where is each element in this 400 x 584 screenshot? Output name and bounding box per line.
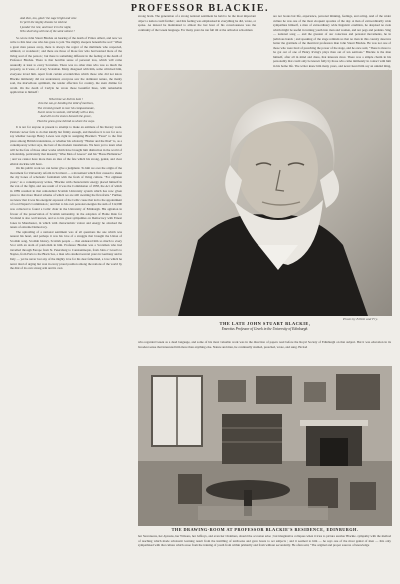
paragraph: The upholding of a national sentiment was of all questions the one which was nearest his heart, and perhaps it was his love of a struggle that brought the Union of Scottish song, Scottish history, Scottish people — that endeared him so much to every Scot with an atom of patriotism in him. Professor Blackie was a Scotsman who had travelled through Europe from St. Petersburg to Constantinople, from John o' Groat's to Naples, from Paris to the Black Sea, a man who studied several years in Germany and in Italy — yet he never lost any of the mighty love for his dear fatherland, a love which he never tired of urging but won in every proud position among the nations of the world by the dint of its own strong arm and its own <box>10 229 122 271</box>
drawing-room-engraving <box>138 366 392 526</box>
verse-line: The crested growth to rear his compassionate, <box>37 105 95 110</box>
verse-line: What time we bid his hale ! <box>49 96 83 101</box>
verse-line: In' peril the mighty dreams he told me <box>20 20 68 25</box>
column-middle-continuation: who regarded Greek as a dead language, and some of his most valuable work was in the direction of papers read before the Royal Society of Edinburgh on that subject. But it was education in its broadest sense that interested him more than anything else. Nature and man, he continually studied, preached, wrote, and sung. He had <box>138 340 391 349</box>
paragraph: It is not for anyone at present to attempt to make an estimate of his literary work. Patriotic never fails to do that kindly but firmly enough, and therefore it is not for us to say whether George Henry Lewes was right in assigning Blackie's "Faust" to the first place among British translations, or whether his scholarly "Homer and the Iliad" is, as a contemporary writer says, the best of the modern translations. We have yet to learn what will be the fate of those other works which have brought him distinction in the world of scholarship, particularly that masterly "Wise Men of Greece" and his "Horae Hellenicae" ; and we cannot have more than an idea of the fate which his strong, genial, and clear ethical doctrine will have. <box>10 125 122 166</box>
paragraph: On his public work we can better give a judgment. To him we owe the origin of the movement for University reform in Scotland — a movement which first caused to shake the dry bones of scholastic formalism with the fresh of living culture. "For eighteen years," as a contemporary writes, "Blackie with characteristic energy placed himself in the van of the fight, and one result of it was the Commission of 1858, the Act of which in 1889 resulted in that remodelled Scottish University system which has now given place to that more liberal scheme of which we are still awaiting the first-fruits." Further, we know that it was his energetic espousal of the Celtic cause that led to the appointment of Lord Napier's Commission ; and that to his own personal energies the sum of £12,000 was collected to found a Celtic chair in the University of Edinburgh. His agitation in favour of the preservation of Scottish nationality, in the adoption of Home Rule for Scotland is also well known, and so is his great sympathies on Democracy with Ernest Jones in Manchester, in which with characteristic valour and energy he attacked the tenets of extreme Democracy. <box>10 166 122 230</box>
paragraph: So wrote John Stuart Blackie on hearing of the death of Prince Albert, and now we write to this later one who has gone to join "the mighty sleepers beneath the sod." When a great man passes away, there is always the regret of the multitude who respected, admired, or wondered ; and there are those of those few who had learned more of the living soul of the person ; but there is something different in the feeling at the death of Professor Blackie. There is that horrible sense of personal loss, which will come assuredly at least to every Scotsman. There was no other man who was so much the property, as it were, of every Scotsman. Many disagreed with him, some criticised him, everyone loved him. Apart from certain eccentricities which those who did not know Blackie intimately did not understand, everyone saw the dominant nature, the manly soul, the marvellous optimism, the tender affection for country, the stern dislike for wrath. On the death of Carlyle he wrote those beautiful lines, with remarkable application to himself : <box>10 35 122 95</box>
paragraph: are not books but life, experience, personal thinking, feelings, and acting. And of the wider culture he was one of the most eloquent apostles of the day. A man of extraordinarily wide sympathies himself, a man of extraordinary wide linguistic erudition, he despised no rude which might be useful in turning youth into men and women, and not pegs and pedants. Sing — national song — and the greatest of our conscious and personal movements, he in judicious hands ; and speaking of the stage reminds us that no man in this country deserves better the gratitude of the theatrical profession than John Stuart Blackie. He was not one of those who were tired of preaching the power of the stage, and he once said, "There is more to be got out of one of Henry Irving's plays than out of ten sermons." Blackie is the man himself, after all in mind and dress, that interests most. There was a simple charm in his personality that could only be known fully by those who came intimately in contact with him in his home life. The writer knew him many years, and never heard him say an unkind thing, <box>273 14 391 69</box>
portrait-subcaption: Emeritus Professor of Greek in the University of Edinburgh. <box>221 327 309 331</box>
column-middle-top: strong brain. The generation of a strong national sentiment he held to be the most important object a nation could further ; and this feeling was emphasised in everything he did, wrote, or spoke. As instead he maintained to almost the last hour of his consciousness was the continuity of the Greek language. For many years he ran full tilt at the orthodox schoolmen <box>138 14 256 32</box>
article-body <box>10 125 122 271</box>
opening-verse <box>10 16 122 34</box>
article-body <box>10 36 122 95</box>
verse-line: Who shall sing with me of the saint unbent ? <box>20 29 75 34</box>
portrait-engraving <box>138 70 392 316</box>
carlyle-verse <box>10 97 122 123</box>
verse-line: Sweet sense to sustain, still kindly with a kiss, <box>37 109 95 114</box>
verse-line: Into the sun-ye bending the mild of mortises, <box>38 101 94 106</box>
verse-line: And then, too, glad ! the sage bright and wise <box>20 16 77 20</box>
column-bottom: her Stevensons, her Aytouns, her Wilsons, her Jeffreys, and even her Chalmers, should the occasion arise ; but imaginative collapses when it tries to picture another Blackie. sympathy with the method of teaching which made scholastic learning result from the instilling of textbooks and gave hours to set subjects ; and it seemed to him — he says one of the most genial of men — this only sympathised with that culture which arose from the training of youth from within primarily and from without secondarily. He often said, "The original and proper sources of knowledge <box>138 534 391 548</box>
verse-line: I ponder the rest, and hear it in the night, <box>20 24 72 29</box>
verse-line: That the grass grow behind so where the ways. <box>37 118 95 123</box>
verse-line: And will on the stones beneath the grace, <box>40 114 92 119</box>
column-left <box>10 14 122 580</box>
portrait-credit: Photo by Elliott and Fry. <box>343 317 378 321</box>
page-title: PROFESSOR BLACKIE. <box>130 3 270 14</box>
portrait-caption: THE LATE JOHN STUART BLACKIE, <box>219 321 311 326</box>
room-caption: THE DRAWING-ROOM AT PROFESSOR BLACKIE'S RESIDENCE, EDINBURGH. <box>171 527 359 532</box>
